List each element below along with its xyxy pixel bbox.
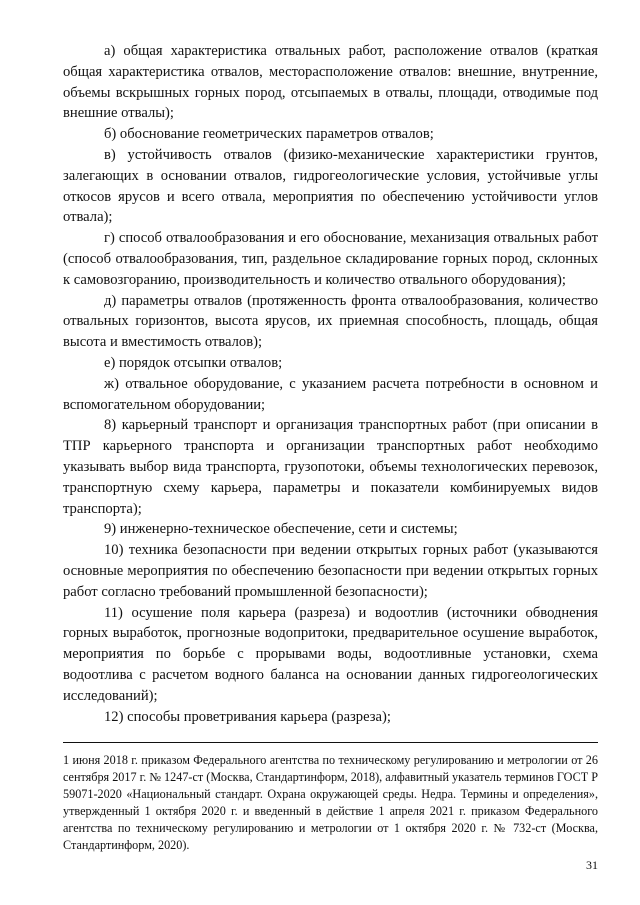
footnote: [63, 752, 598, 854]
paragraph-12: 12) способы проветривания карьера (разреза);: [104, 708, 391, 725]
paragraph-e: е) порядок отсыпки отвалов;: [104, 354, 283, 371]
paragraph-v: в) устойчивость отвалов (физико-механические характеристики грунтов, залегающих в основании отвалов, гидрогеологические условия, устойчивые углы откосов ярусов и всего отвала, мероприятия по обеспечению устойчивости углов отвала);: [63, 146, 598, 226]
paragraph-b: б) обоснование геометрических параметров отвалов;: [104, 126, 434, 143]
footnote-divider: [63, 742, 598, 743]
paragraph-8: 8) карьерный транспорт и организация транспортных работ (при описании в ТПР карьерного транспорта и организации транспортных работ необходимо указывать выбор вида транспорта, грузопотоки, объемы технологических перевозок, транспортную схему карьера, параметры и показатели комбинируемых видов транспорта);: [63, 417, 598, 517]
paragraph-11: 11) осушение поля карьера (разреза) и водоотлив (источники обводнения горных выработок, прогнозные водопритоки, предварительное осушение выработок, мероприятия по борьбе с прорывами воды, водоотливные установки, схема водоотлива с расчетом водного баланса на основании данных гидрогеологических исследований);: [63, 604, 598, 704]
paragraph-d: д) параметры отвалов (протяженность фронта отвалообразования, количество отвальных горизонтов, высота ярусов, их приемная способность, площадь, общая высота и вместимость отвалов);: [63, 292, 598, 351]
paragraph-a: а) общая характеристика отвальных работ, расположение отвалов (краткая общая характеристика отвалов, месторасположение отвалов: внешние, внутренние, объемы вскрышных горных пород, отсыпаемых в отвалы, площади, отводимые под внешние отвалы);: [63, 43, 598, 122]
body-text: [63, 41, 598, 727]
paragraph-9: 9) инженерно-техническое обеспечение, сети и системы;: [104, 521, 458, 538]
paragraph-g: г) способ отвалообразования и его обоснование, механизация отвальных работ (способ отвалообразования, тип, раздельное складирование горных пород, склонных к самовозгоранию, производительность и количество отвального оборудования);: [63, 230, 598, 288]
page-number: 31: [586, 858, 598, 872]
footnote-text: 1 июня 2018 г. приказом Федерального агентства по техническому регулированию и метрологии от 26 сентября 2017 г. № 1247-ст (Москва, Стандартинформ, 2018), алфавитный указатель терминов ГОСТ Р 59071-2020 «Национальный стандарт. Охрана окружающей среды. Недра. Термины и определения», утвержденный 1 октября 2020 г. и введенный в действие 1 апреля 2021 г. приказом Федерального агентства по техническому регулированию и метрологии от 1 октября 2020 г. № 732-ст (Москва, Стандартинформ, 2020).: [63, 753, 598, 852]
paragraph-zh: ж) отвальное оборудование, с указанием расчета потребности в основном и вспомогательном оборудовании;: [63, 375, 598, 413]
paragraph-10: 10) техника безопасности при ведении открытых горных работ (указываются основные мероприятия по обеспечению безопасности при ведении открытых горных работ согласно требований промышленной безопасности);: [63, 542, 598, 600]
